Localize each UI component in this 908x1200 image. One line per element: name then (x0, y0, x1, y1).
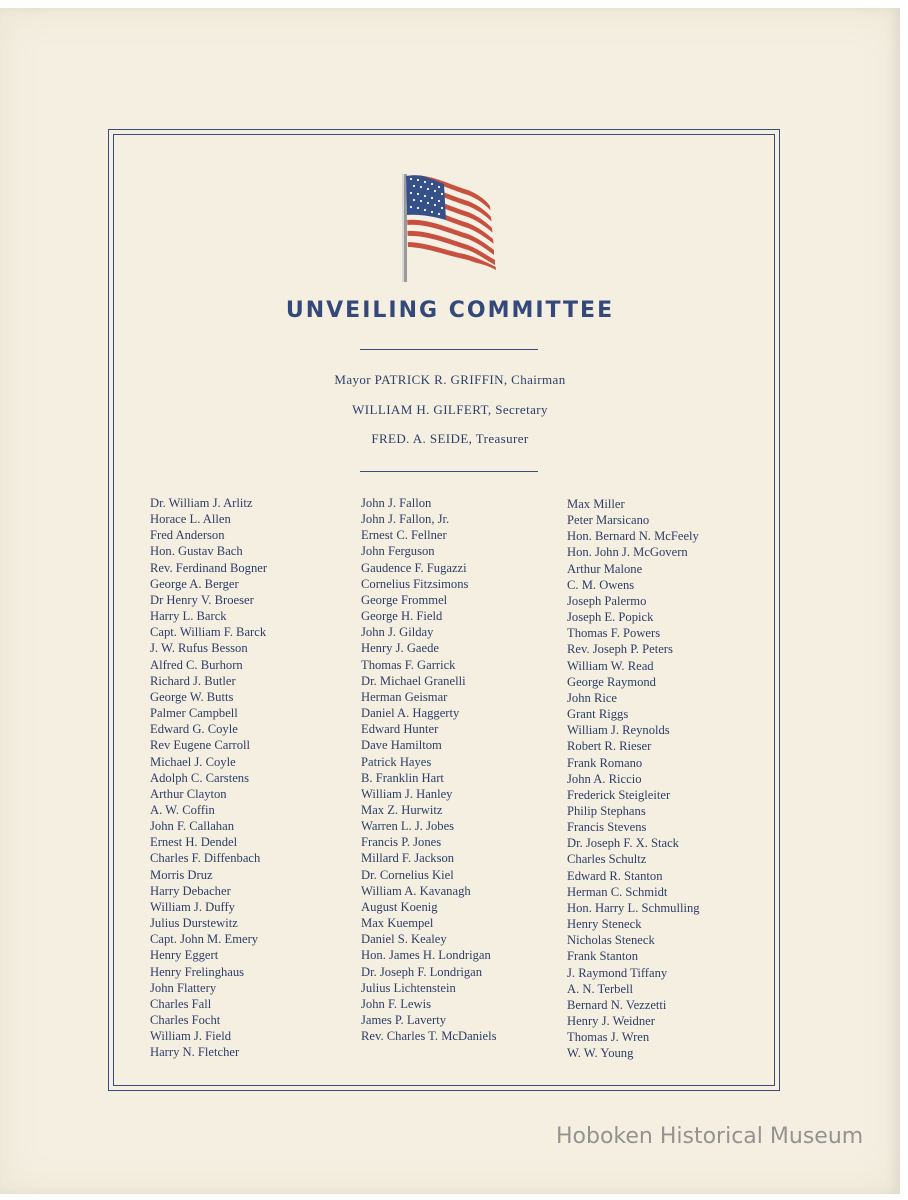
member-name: Grant Riggs (567, 707, 629, 722)
member-name: John A. Riccio (567, 771, 642, 786)
member-name: Thomas F. Garrick (361, 657, 456, 672)
member-name: Arthur Malone (567, 561, 643, 576)
member-name: Francis Stevens (567, 820, 647, 835)
member-name: Millard F. Jackson (361, 851, 455, 866)
member-name: Alfred C. Burhorn (150, 657, 243, 672)
member-name: Henry J. Weidner (567, 1014, 655, 1028)
member-name: Henry Frelinghaus (150, 964, 245, 979)
member-name: Dr. Cornelius Kiel (361, 867, 454, 882)
member-name: Warren L. J. Jobes (361, 819, 455, 834)
member-name: A. N. Terbell (567, 981, 634, 996)
member-name: Joseph Palermo (567, 593, 647, 608)
member-name: Thomas F. Powers (567, 626, 661, 641)
member-name: Harry Debacher (150, 883, 231, 898)
member-name: Rev. Ferdinand Bogner (150, 560, 268, 575)
member-name: William J. Hanley (361, 786, 453, 801)
member-name: George A. Berger (150, 576, 239, 591)
member-name: William W. Read (567, 658, 654, 673)
member-name: Peter Marsicano (567, 513, 650, 528)
member-name: Fred Anderson (150, 528, 225, 543)
member-name: Charles F. Diffenbach (150, 851, 261, 866)
officer-chairman: Mayor PATRICK R. GRIFFIN, Chairman (334, 372, 566, 387)
member-name: Herman C. Schmidt (567, 884, 668, 899)
member-name: Ernest C. Fellner (361, 528, 447, 543)
member-name: John Flattery (150, 980, 217, 995)
officer-secretary: WILLIAM H. GILFERT, Secretary (352, 402, 548, 417)
member-name: Dave Hamiltom (361, 738, 442, 753)
member-name: Dr. Michael Granelli (361, 673, 466, 688)
member-name: August Koenig (361, 899, 438, 914)
member-name: Herman Geismar (361, 689, 448, 704)
member-name: Michael J. Coyle (150, 754, 236, 769)
member-name: W. W. Young (567, 1046, 634, 1061)
member-name: Dr. Joseph F. X. Stack (567, 836, 679, 851)
member-name: Rev. Charles T. McDaniels (361, 1029, 497, 1044)
member-name: Cornelius Fitzsimons (361, 576, 469, 591)
member-name: Francis P. Jones (361, 835, 442, 850)
member-name: Hon. Gustav Bach (150, 544, 243, 559)
member-name: Ernest H. Dendel (150, 835, 238, 850)
member-name: Max Miller (567, 497, 625, 511)
member-name: Daniel S. Kealey (361, 932, 447, 947)
member-name: A. W. Coffin (150, 802, 215, 817)
member-name: George Raymond (567, 674, 656, 689)
member-name: Rev Eugene Carroll (150, 738, 251, 753)
american-flag-icon (398, 170, 502, 284)
member-name: Charles Focht (150, 1013, 221, 1027)
member-name: Dr. Joseph F. Londrigan (361, 964, 483, 979)
member-name: Joseph E. Popick (567, 610, 654, 625)
member-name: Charles Schultz (567, 852, 647, 867)
member-name: John J. Fallon (361, 496, 432, 510)
member-name: John Ferguson (361, 544, 435, 559)
member-name: Henry Eggert (150, 948, 219, 963)
member-name: Adolph C. Carstens (150, 770, 249, 785)
member-name: C. M. Owens (567, 577, 635, 592)
program-page (0, 8, 900, 1194)
member-name: Patrick Hayes (361, 754, 432, 769)
member-name: William J. Reynolds (567, 723, 670, 738)
member-name: George H. Field (361, 609, 443, 624)
member-name: Robert R. Rieser (567, 739, 652, 754)
member-name: Henry J. Gaede (361, 641, 439, 656)
member-name: Max Kuempel (361, 916, 434, 931)
member-name: John Rice (567, 690, 618, 705)
divider-bottom (360, 471, 538, 472)
member-name: Hon. James H. Londrigan (361, 948, 491, 963)
member-list-column-3 (567, 496, 700, 1061)
member-name: Thomas J. Wren (567, 1030, 650, 1045)
member-name: Frederick Steigleiter (567, 787, 671, 802)
member-name: Philip Stephans (567, 803, 646, 818)
member-name: Morris Druz (150, 867, 213, 882)
member-name: Daniel A. Haggerty (361, 706, 460, 721)
member-name: Dr. William J. Arlitz (150, 496, 253, 510)
member-name: Arthur Clayton (150, 786, 227, 801)
member-name: John F. Callahan (150, 819, 234, 834)
member-name: Rev. Joseph P. Peters (567, 642, 673, 657)
member-name: Capt. John M. Emery (150, 932, 259, 947)
member-name: Edward R. Stanton (567, 868, 663, 883)
member-name: Bernard N. Vezzetti (567, 997, 667, 1012)
member-name: William A. Kavanagh (361, 883, 471, 898)
member-name: Dr Henry V. Broeser (150, 592, 254, 607)
member-name: J. Raymond Tiffany (567, 965, 668, 980)
member-name: John J. Fallon, Jr. (361, 512, 450, 527)
member-name: William J. Field (150, 1029, 231, 1044)
member-name: Frank Romano (567, 755, 643, 770)
member-name: Horace L. Allen (150, 512, 231, 527)
member-name: John F. Lewis (361, 996, 432, 1011)
member-name: Henry Steneck (567, 917, 642, 932)
member-name: George Frommel (361, 592, 448, 607)
member-name: Frank Stanton (567, 949, 639, 964)
member-name: B. Franklin Hart (361, 770, 444, 785)
member-name: Hon. Bernard N. McFeely (567, 529, 699, 544)
museum-watermark: Hoboken Historical Museum (556, 1124, 864, 1149)
member-name: Harry L. Barck (150, 609, 227, 624)
member-list-column-2 (361, 495, 496, 1044)
member-name: Charles Fall (150, 996, 212, 1011)
member-name: J. W. Rufus Besson (150, 641, 248, 656)
member-name: Julius Lichtenstein (361, 980, 456, 995)
member-name: Gaudence F. Fugazzi (361, 560, 467, 575)
divider-top (360, 349, 538, 350)
member-name: Edward Hunter (361, 722, 439, 737)
member-name: Capt. William F. Barck (150, 625, 267, 640)
officer-treasurer: FRED. A. SEIDE, Treasurer (371, 431, 529, 446)
member-name: Nicholas Steneck (567, 933, 655, 948)
member-name: Julius Durstewitz (150, 916, 238, 931)
member-name: Hon. John J. McGovern (567, 545, 688, 560)
member-name: William J. Duffy (150, 899, 235, 914)
member-name: Edward G. Coyle (150, 722, 238, 737)
member-name: Hon. Harry L. Schmulling (567, 900, 700, 915)
member-name: Harry N. Fletcher (150, 1045, 240, 1060)
member-name: John J. Gilday (361, 625, 434, 640)
member-name: Richard J. Butler (150, 673, 236, 688)
page-title: UNVEILING COMMITTEE (285, 298, 615, 323)
member-name: George W. Butts (150, 689, 234, 704)
member-list-column-1 (150, 495, 267, 1060)
member-name: Max Z. Hurwitz (361, 802, 443, 817)
member-name: James P. Laverty (361, 1013, 446, 1027)
member-name: Palmer Campbell (150, 706, 238, 721)
